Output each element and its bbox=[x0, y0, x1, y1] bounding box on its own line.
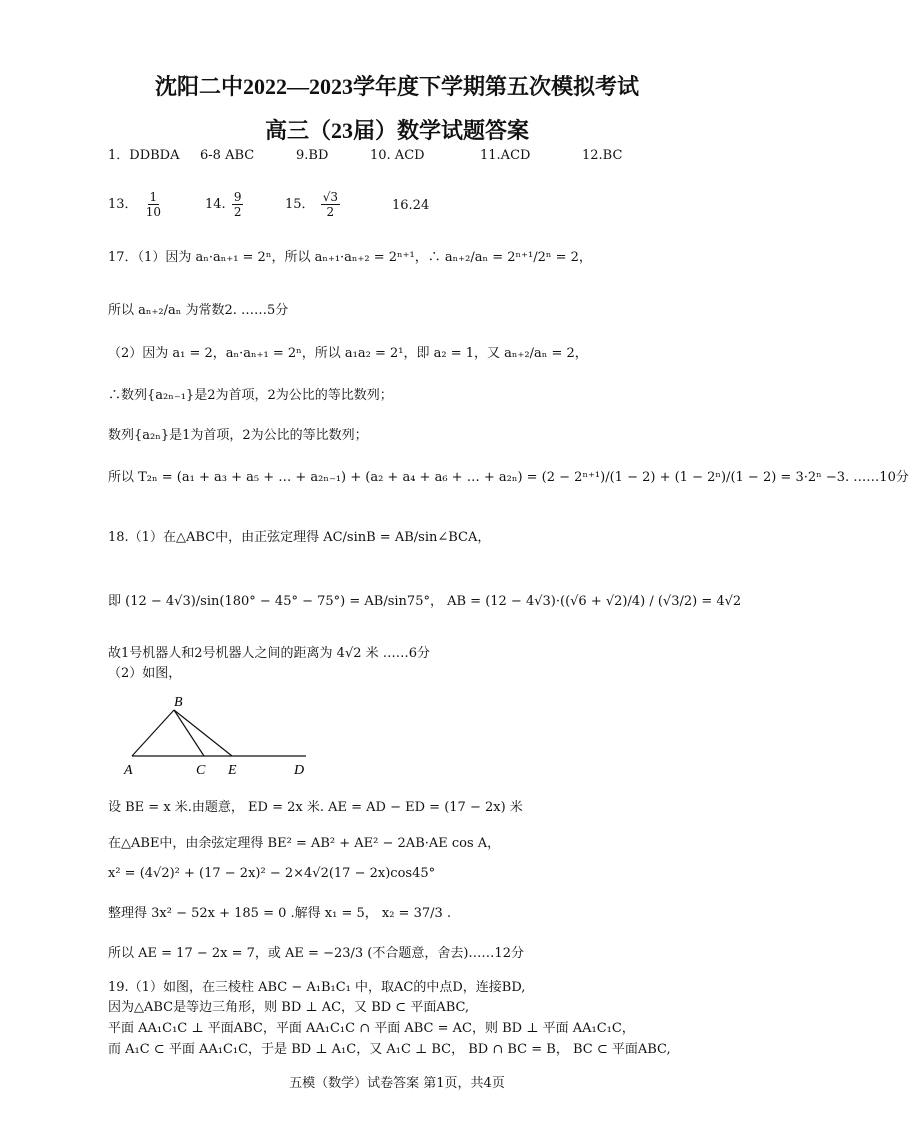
solution-18-line-6: 在△ABE中，由余弦定理得 BE² = AB² + AE² − 2AB·AE cos A， bbox=[108, 836, 501, 851]
answer-10: 10. ACD bbox=[370, 148, 425, 163]
answer-15: 15． $\frac{√3}{2}$ bbox=[285, 190, 338, 219]
solution-18-line-7: x² = (4√2)² + (17 − 2x)² − 2×4√2(17 − 2x)cos45° bbox=[108, 866, 436, 881]
solution-17-line-5: 数列{a₂ₙ}是1为首项，2为公比的等比数列； bbox=[108, 428, 368, 443]
solution-18-line-9: 所以 AE = 17 − 2x = 7，或 AE = −23/3 (不合题意，舍去)……12分 bbox=[108, 946, 524, 961]
point-a-label: A bbox=[124, 763, 133, 778]
answer-11: 11.ACD bbox=[480, 148, 531, 163]
fraction: $\frac{1}{10}$ bbox=[145, 190, 161, 219]
solution-18-line-8: 整理得 3x² − 52x + 185 = 0 .解得 x₁ = 5， x₂ = 37/3 . bbox=[108, 906, 452, 921]
exam-title: 沈阳二中2022—2023学年度下学期第五次模拟考试 bbox=[154, 74, 639, 99]
point-b-label: B bbox=[174, 695, 183, 710]
solution-18-line-1: 18.（1）在△ABC中，由正弦定理得 AC/sinB = AB/sin∠BCA， bbox=[108, 530, 491, 545]
line-ab bbox=[132, 710, 174, 756]
answer-9: 9.BD bbox=[296, 148, 329, 163]
fraction: $\frac{9}{2}$ bbox=[233, 190, 242, 219]
answer-1-5: 1．DDBDA bbox=[108, 148, 180, 163]
point-c-label: C bbox=[196, 763, 206, 778]
solution-18-line-3: 故1号机器人和2号机器人之间的距离为 4√2 米 ……6分 bbox=[108, 646, 431, 661]
line-be bbox=[174, 710, 232, 756]
answer-12: 12.BC bbox=[582, 148, 623, 163]
solution-17-line-6: 所以 T₂ₙ = (a₁ + a₃ + a₅ + … + a₂ₙ₋₁) + (a₂ + a₄ + a₆ + … + a₂ₙ) = (2 − 2ⁿ⁺¹)/(1 − 2) + (1 − 2ⁿ)/(1 − 2) = 3·2ⁿ −3. ……10分 bbox=[108, 470, 909, 485]
page-footer: 五模（数学）试卷答案 第1页，共4页 bbox=[289, 1076, 505, 1091]
solution-19-line-2: 因为△ABC是等边三角形，则 BD ⊥ AC，又 BD ⊂ 平面ABC, bbox=[108, 1000, 470, 1015]
solution-17-line-3: （2）因为 a₁ = 2，aₙ·aₙ₊₁ = 2ⁿ，所以 a₁a₂ = 2¹，即 a₂ = 1，又 aₙ₊₂/aₙ = 2， bbox=[108, 346, 588, 361]
solution-17-line-1: 17．（1）因为 aₙ·aₙ₊₁ = 2ⁿ，所以 aₙ₊₁·aₙ₊₂ = 2ⁿ⁺¹，∴ aₙ₊₂/aₙ = 2ⁿ⁺¹/2ⁿ = 2， bbox=[108, 250, 592, 265]
solution-19-line-1: 19.（1）如图，在三棱柱 ABC − A₁B₁C₁ 中，取AC的中点D，连接BD, bbox=[108, 980, 526, 995]
solution-17-line-4: ∴数列{a₂ₙ₋₁}是2为首项，2为公比的等比数列； bbox=[108, 388, 393, 403]
answer-16: 16.24 bbox=[392, 198, 430, 213]
solution-18-line-5: 设 BE = x 米.由题意， ED = 2x 米. AE = AD − ED = (17 − 2x) 米 bbox=[108, 800, 523, 815]
solution-17-line-2: 所以 aₙ₊₂/aₙ 为常数2. ……5分 bbox=[108, 303, 289, 318]
solution-18-line-2: 即 (12 − 4√3)/sin(180° − 45° − 75°) = AB/sin75°， AB = (12 − 4√3)·((√6 + √2)/4) / (√3/2) = 4√2 bbox=[108, 594, 742, 609]
point-d-label: D bbox=[294, 763, 305, 778]
exam-subtitle: 高三（23届）数学试题答案 bbox=[264, 118, 529, 143]
answer-14: 14. $\frac{9}{2}$ bbox=[205, 190, 242, 219]
solution-18-line-4: （2）如图， bbox=[108, 666, 182, 681]
line-bc bbox=[174, 710, 204, 756]
solution-19-line-3: 平面 AA₁C₁C ⊥ 平面ABC，平面 AA₁C₁C ∩ 平面 ABC = AC，则 BD ⊥ 平面 AA₁C₁C， bbox=[108, 1021, 635, 1036]
fraction: $\frac{√3}{2}$ bbox=[322, 190, 338, 219]
triangle-figure bbox=[118, 694, 318, 780]
solution-19-line-4: 而 A₁C ⊂ 平面 AA₁C₁C，于是 BD ⊥ A₁C，又 A₁C ⊥ BC， BD ∩ BC = B， BC ⊂ 平面ABC, bbox=[108, 1042, 671, 1057]
answer-6-8: 6-8 ABC bbox=[200, 148, 255, 163]
answer-13: 13． $\frac{1}{10}$ bbox=[108, 190, 161, 219]
point-e-label: E bbox=[228, 763, 237, 778]
